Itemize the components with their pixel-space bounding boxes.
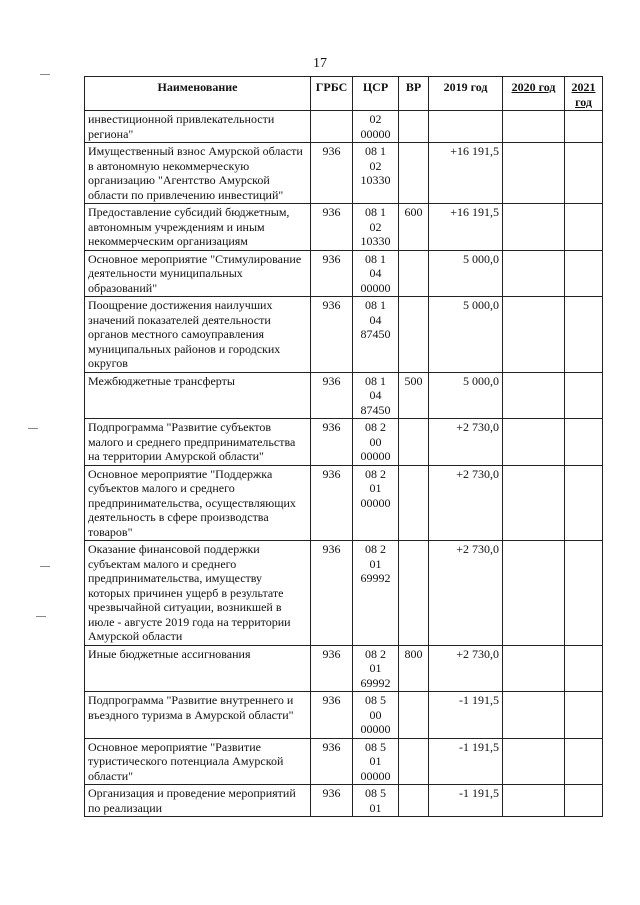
table-row [85,297,603,373]
cell-2021 [565,692,603,739]
budget-table [84,76,603,817]
table-row [85,541,603,646]
cell-2019: +2 730,0 [429,419,503,466]
cell-csr: 08 5 00 00000 [353,692,399,739]
cell-name: Предоставление субсидий бюджетным, автономным учреждениям и иным некоммерческим организациям [85,204,311,251]
cell-vr [399,297,429,373]
cell-2021 [565,541,603,646]
cell-csr: 08 5 01 [353,785,399,817]
cell-name: Межбюджетные трансферты [85,372,311,419]
cell-vr [399,419,429,466]
cell-csr: 08 2 01 69992 [353,645,399,692]
scan-mark [28,428,38,429]
cell-2021 [565,738,603,785]
cell-name: Иные бюджетные ассигнования [85,645,311,692]
cell-2019: +16 191,5 [429,204,503,251]
cell-grbs: 936 [311,297,353,373]
cell-2020 [503,692,565,739]
cell-2019 [429,111,503,143]
cell-csr: 08 1 04 00000 [353,250,399,297]
cell-2021 [565,204,603,251]
cell-2020 [503,419,565,466]
cell-name: Основное мероприятие "Поддержка субъектов малого и среднего предпринимательства, осуществляющих деятельность в сфере производства товаров" [85,465,311,541]
cell-2021 [565,111,603,143]
cell-grbs: 936 [311,692,353,739]
cell-2019: +16 191,5 [429,143,503,204]
scan-mark [40,566,50,567]
cell-2020 [503,297,565,373]
cell-2021 [565,785,603,817]
cell-vr [399,541,429,646]
table-row [85,204,603,251]
table-row [85,111,603,143]
cell-grbs: 936 [311,738,353,785]
cell-grbs: 936 [311,541,353,646]
cell-2021 [565,372,603,419]
cell-grbs: 936 [311,372,353,419]
table-row [85,645,603,692]
cell-2020 [503,738,565,785]
scan-mark [36,616,46,617]
cell-2019: +2 730,0 [429,465,503,541]
cell-2019: +2 730,0 [429,541,503,646]
cell-vr [399,738,429,785]
cell-name: Основное мероприятие "Стимулирование деятельности муниципальных образований" [85,250,311,297]
cell-vr [399,250,429,297]
table-row [85,785,603,817]
cell-2021 [565,250,603,297]
cell-vr [399,465,429,541]
header-2019: 2019 год [429,77,503,111]
cell-csr: 08 1 02 10330 [353,204,399,251]
cell-name: Оказание финансовой поддержки субъектам малого и среднего предпринимательства, имуществу которых причинен ущерб в результате чрезвычайной ситуации, возникшей в июле - августе 2019 года на территории Амурской области [85,541,311,646]
cell-name: Имущественный взнос Амурской области в автономную некоммерческую организацию "Агентство Амурской области по привлечению инвестиций" [85,143,311,204]
scan-mark [40,74,50,75]
cell-csr: 08 1 04 87450 [353,372,399,419]
cell-grbs: 936 [311,204,353,251]
cell-vr [399,111,429,143]
header-name: Наименование [85,77,311,111]
header-2021: 2021 год [565,77,603,111]
cell-name: Организация и проведение мероприятий по реализации [85,785,311,817]
cell-grbs: 936 [311,419,353,466]
cell-2020 [503,250,565,297]
table-row [85,250,603,297]
cell-2020 [503,204,565,251]
cell-2020 [503,541,565,646]
cell-grbs: 936 [311,645,353,692]
header-2020: 2020 год [503,77,565,111]
cell-2020 [503,143,565,204]
header-vr: ВР [399,77,429,111]
cell-2019: -1 191,5 [429,692,503,739]
table-row [85,143,603,204]
cell-2021 [565,465,603,541]
cell-2020 [503,111,565,143]
cell-vr [399,692,429,739]
cell-2019: +2 730,0 [429,645,503,692]
cell-2019: 5 000,0 [429,372,503,419]
cell-csr: 08 1 04 87450 [353,297,399,373]
table-row [85,372,603,419]
cell-name: инвестиционной привлекательности региона" [85,111,311,143]
cell-2021 [565,143,603,204]
cell-csr: 08 1 02 10330 [353,143,399,204]
cell-grbs: 936 [311,465,353,541]
cell-grbs [311,111,353,143]
table-row [85,738,603,785]
cell-csr: 02 00000 [353,111,399,143]
cell-csr: 08 2 01 00000 [353,465,399,541]
table-row [85,465,603,541]
page-number: 17 [313,56,327,71]
cell-name: Поощрение достижения наилучших значений показателей деятельности органов местного самоуправления муниципальных районов и городских округов [85,297,311,373]
cell-vr: 500 [399,372,429,419]
cell-name: Основное мероприятие "Развитие туристического потенциала Амурской области" [85,738,311,785]
cell-2020 [503,645,565,692]
cell-name: Подпрограмма "Развитие внутреннего и въездного туризма в Амурской области" [85,692,311,739]
cell-grbs: 936 [311,143,353,204]
cell-csr: 08 5 01 00000 [353,738,399,785]
header-grbs: ГРБС [311,77,353,111]
cell-vr: 600 [399,204,429,251]
table-header-row [85,77,603,111]
cell-name: Подпрограмма "Развитие субъектов малого и среднего предпринимательства на территории Амурской области" [85,419,311,466]
cell-2019: -1 191,5 [429,785,503,817]
cell-2021 [565,645,603,692]
cell-2020 [503,465,565,541]
cell-grbs: 936 [311,250,353,297]
cell-2020 [503,785,565,817]
cell-2019: 5 000,0 [429,297,503,373]
cell-2021 [565,297,603,373]
cell-vr [399,785,429,817]
cell-2019: -1 191,5 [429,738,503,785]
cell-csr: 08 2 01 69992 [353,541,399,646]
header-csr: ЦСР [353,77,399,111]
table-row [85,419,603,466]
cell-vr [399,143,429,204]
cell-2020 [503,372,565,419]
cell-grbs: 936 [311,785,353,817]
table-row [85,692,603,739]
cell-csr: 08 2 00 00000 [353,419,399,466]
cell-vr: 800 [399,645,429,692]
cell-2019: 5 000,0 [429,250,503,297]
cell-2021 [565,419,603,466]
